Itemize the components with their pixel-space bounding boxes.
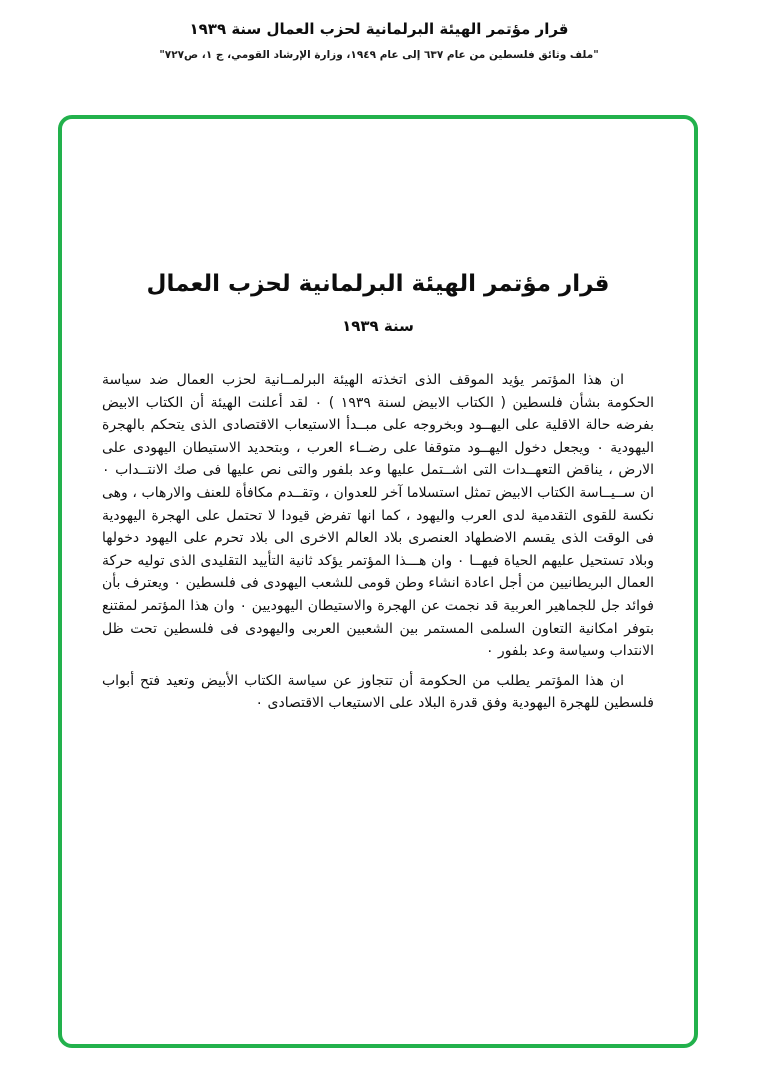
page-header <box>0 0 758 61</box>
paragraph: ان هذا المؤتمر يطلب من الحكومة أن تتجاوز عن سياسة الكتاب الأبيض وتعيد فتح أبواب فلسطين للهجرة اليهودية وفق قدرة البلاد على الاستيعاب الاقتصادى ٠ <box>102 672 654 712</box>
document-year: سنة ١٩٣٩ <box>342 317 414 335</box>
document-body <box>102 369 654 715</box>
page-header-source-citation: "ملف وثائق فلسطين من عام ٦٣٧ إلى عام ١٩٤٩، وزارة الإرشاد القومي، ج ١، ص٧٢٧" <box>159 49 599 61</box>
document-frame <box>58 115 698 1048</box>
page-header-title: قرار مؤتمر الهيئة البرلمانية لحزب العمال سنة ١٩٣٩ <box>189 20 569 38</box>
paragraph: ان هذا المؤتمر يؤيد الموقف الذى اتخذته الهيئة البرلمــانية لحزب العمال ضد سياسة الحكومة بشأن فلسطين ( الكتاب الابيض لسنة ١٩٣٩ ) ٠ لقد أعلنت الهيئة أن الكتاب الابيض بفرضه حالة الاقلية على اليهــود وبخروجه على مبــدأ الاستيعاب الاقتصادى الذى يتحكم بالهجرة اليهودية ٠ ويجعل دخول اليهــود متوقفا على رضــاء العرب ، وبتحديد الاستيطان اليهودى على الارض ، يناقض التعهــدات التى اشــتمل عليها وعد بلفور والتى نص عليها فى صك الانتــداب ٠ ان ســيــاسة الكتاب الابيض تمثل استسلاما آخر للعدوان ، وتقــدم مكافأة للعنف والارهاب ، وهى نكسة للقوى التقدمية لدى العرب واليهود ، كما انها تفرض قيودا لا تحتمل على الهجرة اليهودية فى الوقت الذى يقسم الاضطهاد العنصرى بلاد العالم الاخرى الى بلاد تحرم على اليهود دخولها وبلاد تستحيل عليهم الحياة فيهــا ٠ وان هـــذا المؤتمر يؤكد ثانية التأييد التقليدى الذى توليه حركة العمال البريطانيين من أجل اعادة انشاء وطن قومى للشعب اليهودى فى فلسطين ٠ ويعترف بأن فوائد جل للجماهير العربية قد نجمت عن الهجرة والاستيطان اليهوديين ٠ وان هذا المؤتمر لمقتنع بتوفر امكانية التعاون السلمى المستمر بين الشعبين العربى واليهودى فى فلسطين تحت ظل الانتداب وسياسة وعد بلفور ٠ <box>102 372 655 660</box>
document-title: قرار مؤتمر الهيئة البرلمانية لحزب العمال <box>146 271 610 297</box>
